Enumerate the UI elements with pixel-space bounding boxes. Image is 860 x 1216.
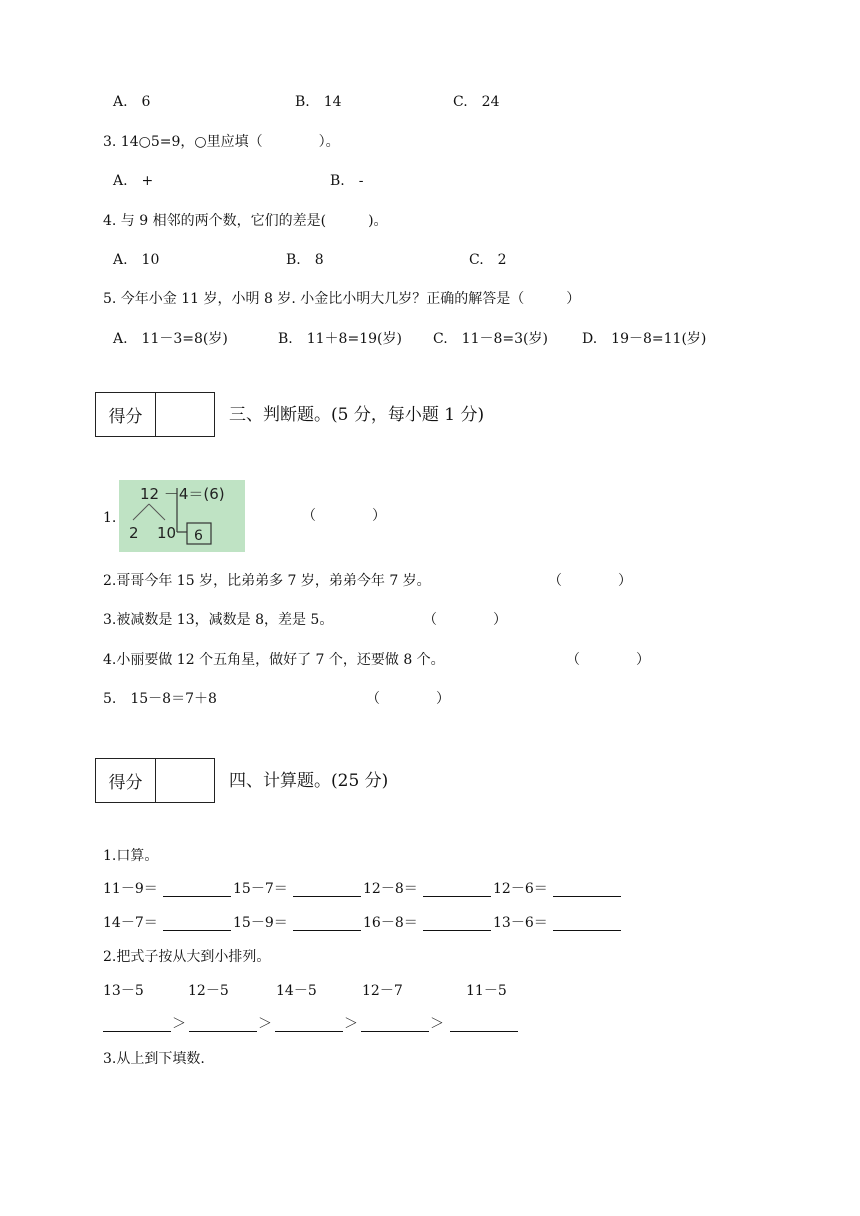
judge-item-2: 2.哥哥今年 15 岁，比弟弟多 7 岁，弟弟今年 7 岁。	[103, 573, 431, 589]
judge-item-1-answer[interactable]: （ ）	[302, 508, 386, 524]
judge-item-4-answer[interactable]: （ ）	[566, 652, 650, 668]
calc-q2-label: 2.把式子按从大到小排列。	[103, 949, 271, 965]
judge-item-2-answer[interactable]: （ ）	[548, 573, 632, 589]
judge-item-3: 3.被减数是 13，减数是 8，差是 5。	[103, 612, 334, 628]
number-decomposition-figure	[119, 480, 245, 552]
q2-option-a: A. 6	[113, 94, 151, 110]
q4-option-c: C. 2	[469, 252, 507, 268]
q3-option-b: B. -	[330, 173, 364, 189]
order-expr-3: 14－5	[276, 983, 317, 999]
answer-blank[interactable]	[553, 896, 621, 897]
order-blank[interactable]	[189, 1031, 257, 1032]
order-expr-5: 11－5	[466, 983, 507, 999]
order-blank[interactable]	[361, 1031, 429, 1032]
order-blank[interactable]	[103, 1031, 171, 1032]
calc-row2-expr-4: 13－6＝	[493, 915, 548, 931]
q2-option-b: B. 14	[295, 94, 342, 110]
calc-row2-expr-2: 15－9＝	[233, 915, 288, 931]
order-blank[interactable]	[275, 1031, 343, 1032]
greater-than-sign: ＞	[344, 1016, 358, 1032]
answer-blank[interactable]	[163, 896, 231, 897]
greater-than-sign: ＞	[430, 1016, 444, 1032]
greater-than-sign: ＞	[258, 1016, 272, 1032]
order-expr-1: 13－5	[103, 983, 144, 999]
answer-blank[interactable]	[423, 930, 491, 931]
score-label: 得分	[96, 759, 156, 802]
figure-box-value: 6	[194, 528, 203, 544]
figure-part-mid: 10	[157, 524, 177, 542]
answer-blank[interactable]	[553, 930, 621, 931]
order-blank[interactable]	[450, 1031, 518, 1032]
section3-title: 三、判断题。(5 分，每小题 1 分)	[229, 405, 485, 425]
calc-row2-expr-3: 16－8＝	[363, 915, 418, 931]
judge-item-4: 4.小丽要做 12 个五角星，做好了 7 个，还要做 8 个。	[103, 652, 445, 668]
judge-item-1-label: 1.	[103, 510, 117, 526]
section4-title: 四、计算题。(25 分)	[229, 771, 389, 791]
calc-row1-expr-3: 12－8＝	[363, 881, 418, 897]
q4-option-a: A. 10	[113, 252, 160, 268]
q5-option-b: B. 11＋8=19(岁)	[278, 331, 402, 347]
q5-option-d: D. 19－8=11(岁)	[582, 331, 707, 347]
q4-option-b: B. 8	[286, 252, 324, 268]
calc-row1-expr-2: 15－7＝	[233, 881, 288, 897]
calc-row1-expr-1: 11－9＝	[103, 881, 158, 897]
calc-row2-expr-1: 14－7＝	[103, 915, 158, 931]
judge-item-5: 5. 15－8＝7＋8	[103, 691, 217, 707]
score-box	[95, 392, 215, 437]
judge-item-5-answer[interactable]: （ ）	[366, 691, 450, 707]
q5-option-a: A. 11－3=8(岁)	[113, 331, 228, 347]
answer-blank[interactable]	[293, 930, 361, 931]
order-expr-2: 12－5	[188, 983, 229, 999]
answer-blank[interactable]	[163, 930, 231, 931]
q3-stem: 3. 14○5=9，○里应填（ ）。	[103, 134, 340, 150]
q3-option-a: A. +	[113, 173, 154, 189]
q5-option-c: C. 11－8=3(岁)	[433, 331, 548, 347]
figure-part-left: 2	[129, 524, 139, 542]
answer-blank[interactable]	[423, 896, 491, 897]
score-label: 得分	[96, 393, 156, 436]
calc-row1-expr-4: 12－6＝	[493, 881, 548, 897]
order-expr-4: 12－7	[362, 983, 403, 999]
q5-stem: 5. 今年小金 11 岁，小明 8 岁. 小金比小明大几岁？正确的解答是（ ）	[103, 291, 581, 307]
greater-than-sign: ＞	[172, 1016, 186, 1032]
calc-q3-label: 3.从上到下填数.	[103, 1051, 205, 1067]
answer-blank[interactable]	[293, 896, 361, 897]
figure-equation: 12 －4＝(6)	[140, 485, 225, 503]
judge-item-3-answer[interactable]: （ ）	[423, 612, 507, 628]
score-box	[95, 758, 215, 803]
calc-q1-label: 1.口算。	[103, 848, 159, 864]
q2-option-c: C. 24	[453, 94, 500, 110]
q4-stem: 4. 与 9 相邻的两个数，它们的差是( )。	[103, 213, 388, 229]
